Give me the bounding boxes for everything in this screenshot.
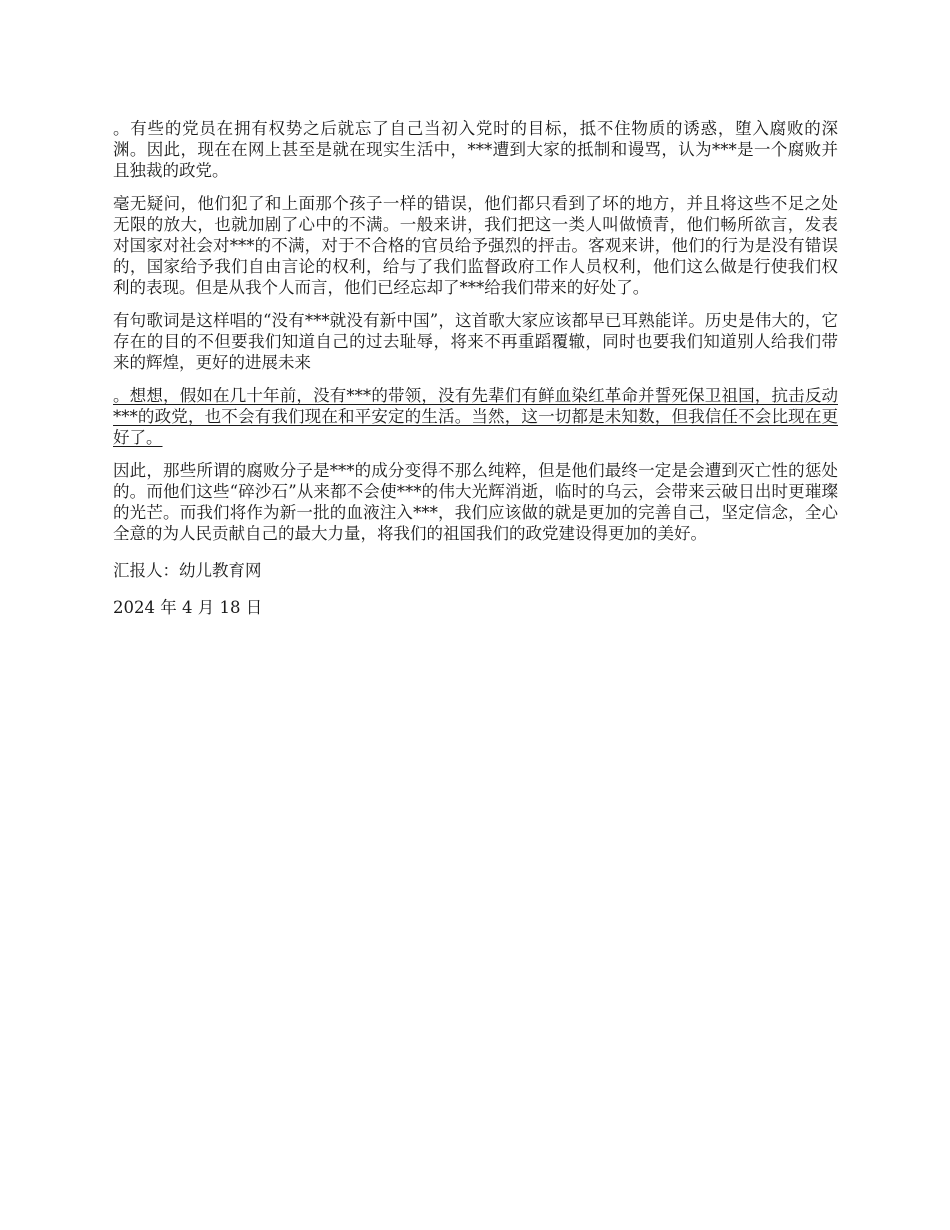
paragraph-4-underlined <box>113 385 838 448</box>
document-page <box>113 118 838 630</box>
document-date: 2024 年 4 月 18 日 <box>113 598 263 617</box>
underlined-text: 。想想，假如在几十年前，没有***的带领，没有先辈们有鲜血染红革命并誓死保卫祖国，抗击反动***的政党，也不会有我们现在和平安定的生活。当然，这一切都是未知数，但我信任不会比现在更好了。 <box>113 386 838 447</box>
paragraph-3: 有句歌词是这样唱的“没有***就没有新中国”，这首歌大家应该都早已耳熟能详。历史是伟大的，它存在的目的不但要我们知道自己的过去耻辱，将来不再重蹈覆辙，同时也要我们知道别人给我们带来的辉煌，更好的进展未来 <box>113 311 838 372</box>
paragraph-1: 。有些的党员在拥有权势之后就忘了自己当初入党时的目标，抵不住物质的诱惑，堕入腐败的深渊。因此，现在在网上甚至是就在现实生活中，***遭到大家的抵制和谩骂，认为***是一个腐败并且独裁的政党。 <box>113 119 839 180</box>
paragraph-5: 因此，那些所谓的腐败分子是***的成分变得不那么纯粹，但是他们最终一定是会遭到灭亡性的惩处的。而他们这些“碎沙石”从来都不会使***的伟大光辉消逝，临时的乌云，会带来云破日出时更璀璨的光芒。而我们将作为新一批的血液注入***，我们应该做的就是更加的完善自己，坚定信念，全心全意的为人民贡献自己的最大力量，将我们的祖国我们的政党建设得更加的美好。 <box>113 461 838 543</box>
paragraph-2: 毫无疑问，他们犯了和上面那个孩子一样的错误，他们都只看到了坏的地方，并且将这些不足之处无限的放大，也就加剧了心中的不满。一般来讲，我们把这一类人叫做愤青，他们畅所欲言，发表对国家对社会对***的不满，对于不合格的官员给予强烈的抨击。客观来讲，他们的行为是没有错误的，国家给予我们自由言论的权利，给与了我们监督政府工作人员权利，他们这么做是行使我们权利的表现。但是从我个人而言，他们已经忘却了***给我们带来的好处了。 <box>113 194 838 297</box>
signature: 汇报人：幼儿教育网 <box>113 561 262 580</box>
